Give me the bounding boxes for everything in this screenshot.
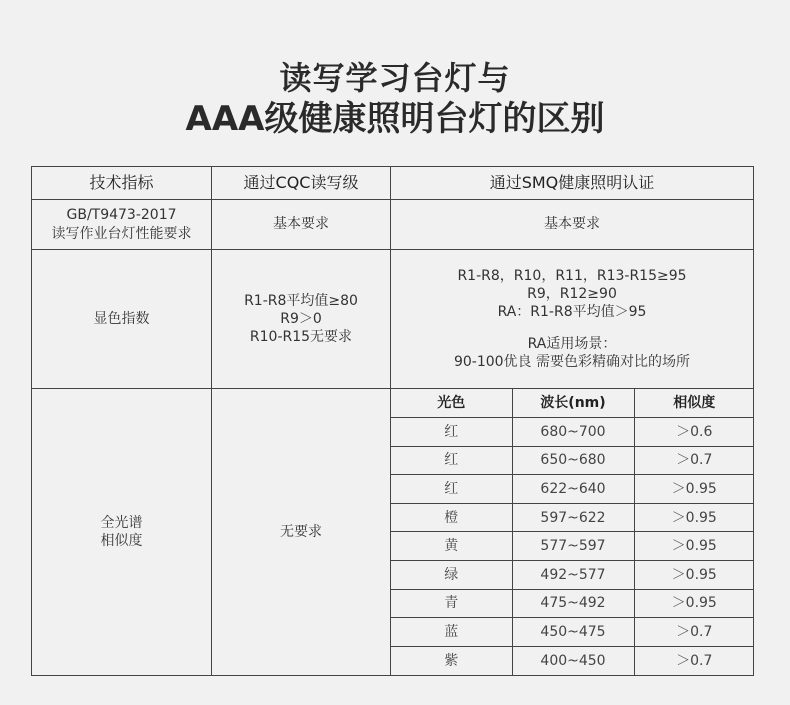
similarity: ＞0.6	[634, 418, 754, 447]
standard-name: 读写作业台灯性能要求	[51, 225, 192, 242]
cri-cqc-line: R9＞0	[280, 310, 322, 327]
table-row	[391, 561, 754, 590]
wavelength: 577~597	[512, 532, 634, 561]
cri-cqc-line: R1-R8平均值≥80	[244, 292, 358, 309]
wavelength: 680~700	[512, 418, 634, 447]
spectrum-label-line2: 相似度	[100, 532, 143, 549]
cri-cqc	[212, 250, 391, 389]
similarity: ＞0.7	[634, 646, 754, 675]
header-smq: 通过SMQ健康照明认证	[391, 167, 754, 200]
wavelength: 622~640	[512, 475, 634, 504]
light-color: 红	[391, 446, 512, 475]
cri-smq-line: RA：R1-R8平均值＞95	[497, 303, 647, 320]
spectrum-label	[32, 389, 212, 676]
standard-label	[32, 200, 212, 250]
light-color: 红	[391, 418, 512, 447]
table-row	[391, 532, 754, 561]
header-row	[32, 167, 754, 200]
subheader-wavelength: 波长(nm)	[512, 389, 634, 418]
wavelength: 650~680	[512, 446, 634, 475]
header-cqc: 通过CQC读写级	[212, 167, 391, 200]
light-color: 紫	[391, 646, 512, 675]
standard-code: GB/T9473-2017	[66, 207, 177, 224]
row-cri	[32, 250, 754, 389]
spectrum-label-line1: 全光谱	[100, 514, 143, 531]
subheader-similarity: 相似度	[634, 389, 754, 418]
cri-smq-line: R1-R8，R10，R11，R13-R15≥95	[457, 267, 687, 284]
cri-note-line: 90-100优良 需要色彩精确对比的场所	[453, 354, 691, 371]
similarity: ＞0.95	[634, 532, 754, 561]
wavelength: 597~622	[512, 503, 634, 532]
subheader-color: 光色	[391, 389, 512, 418]
similarity: ＞0.95	[634, 589, 754, 618]
cri-label: 显色指数	[32, 250, 212, 389]
similarity: ＞0.7	[634, 618, 754, 647]
table-row	[391, 618, 754, 647]
table-row	[391, 418, 754, 447]
light-color: 青	[391, 589, 512, 618]
light-color: 绿	[391, 561, 512, 590]
spectrum-cqc: 无要求	[212, 389, 391, 676]
standard-smq: 基本要求	[391, 200, 754, 250]
table-row	[391, 503, 754, 532]
subtable-header-row	[391, 389, 754, 418]
similarity: ＞0.7	[634, 446, 754, 475]
light-color: 黄	[391, 532, 512, 561]
standard-cqc: 基本要求	[212, 200, 391, 250]
table-row	[391, 589, 754, 618]
page-title-line1: 读写学习台灯与	[279, 59, 511, 97]
similarity: ＞0.95	[634, 475, 754, 504]
table-row	[391, 475, 754, 504]
light-color: 蓝	[391, 618, 512, 647]
page-title-line2: AAA级健康照明台灯的区别	[185, 99, 605, 139]
cri-cqc-line: R10-R15无要求	[249, 329, 353, 346]
wavelength: 492~577	[512, 561, 634, 590]
table-row	[391, 446, 754, 475]
light-color: 橙	[391, 503, 512, 532]
spectrum-smq	[391, 389, 754, 676]
cri-smq	[391, 250, 754, 389]
cri-note-line: RA适用场景：	[527, 336, 617, 353]
spectrum-subtable	[391, 389, 754, 675]
wavelength: 450~475	[512, 618, 634, 647]
comparison-table	[31, 166, 754, 676]
header-metric: 技术指标	[32, 167, 212, 200]
row-standard	[32, 200, 754, 250]
cri-smq-line: R9，R12≥90	[527, 285, 617, 302]
table-row	[391, 646, 754, 675]
wavelength: 400~450	[512, 646, 634, 675]
row-spectrum	[32, 389, 754, 676]
wavelength: 475~492	[512, 589, 634, 618]
light-color: 红	[391, 475, 512, 504]
similarity: ＞0.95	[634, 503, 754, 532]
similarity: ＞0.95	[634, 561, 754, 590]
